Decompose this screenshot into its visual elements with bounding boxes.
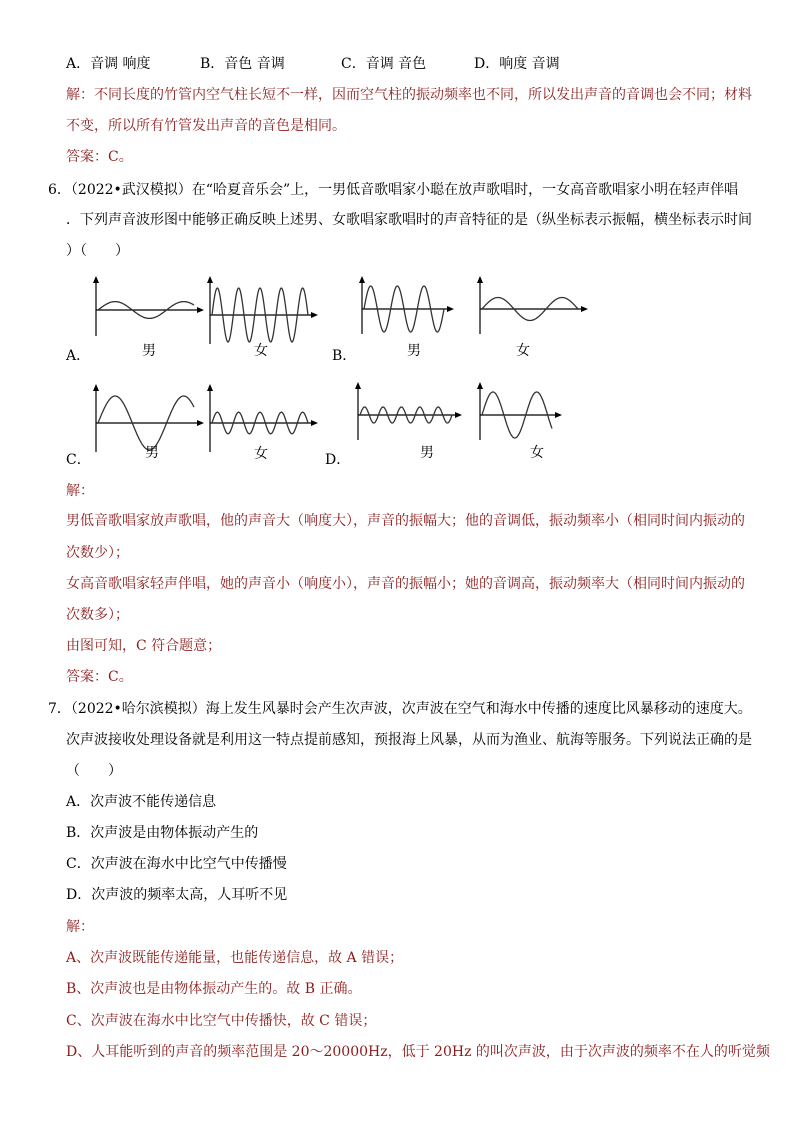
q6-solution-line: 次数多）； bbox=[66, 607, 129, 623]
y-axis-arrow bbox=[207, 276, 213, 283]
wave-label-male: 男 bbox=[142, 343, 156, 359]
y-axis-arrow bbox=[207, 384, 213, 391]
q6-solution-line: 由图可知，C 符合题意； bbox=[66, 638, 222, 654]
q6-answer: 答案：C。 bbox=[66, 669, 133, 685]
q5-solution-line: 解：不同长度的竹管内空气柱长短不一样，因而空气柱的振动频率也不同，所以发出声音的音调也会不同；材料 bbox=[66, 87, 752, 103]
q6-stem-line: 6．（2022•武汉模拟）在“哈夏音乐会”上，一男低音歌唱家小聪在放声歌唱时，一女高音歌唱家小明在轻声伴唱 bbox=[48, 182, 739, 198]
wave-graph-b-male bbox=[356, 272, 456, 334]
q5-option-b: B．音色 音调 bbox=[200, 56, 285, 72]
q7-stem-line: 7．（2022•哈尔滨模拟）海上发生风暴时会产生次声波，次声波在空气和海水中传播的速度比风暴移动的速度大。 bbox=[48, 701, 752, 717]
q7-solution-line: B、次声波也是由物体振动产生的。故 B 正确。 bbox=[66, 981, 362, 997]
q5-answer: 答案：C。 bbox=[66, 149, 133, 165]
x-axis-arrow bbox=[311, 312, 318, 318]
q6-solution-line: 次数少）； bbox=[66, 545, 129, 561]
y-axis-arrow bbox=[355, 382, 361, 389]
x-axis-arrow bbox=[581, 306, 588, 312]
q7-stem-line: （ ） bbox=[66, 763, 122, 779]
q6-solution-line: 男低音歌唱家放声歌唱，他的声音大（响度大），声音的振幅大；他的音调低，振动频率小（相同时间内振动的 bbox=[66, 513, 745, 529]
q6-stem-line: ．下列声音波形图中能够正确反映上述男、女歌唱家歌唱时的声音特征的是（纵坐标表示振幅，横坐标表示时间 bbox=[66, 212, 752, 228]
y-axis-arrow bbox=[93, 276, 99, 283]
q6-solution-line: 女高音歌唱家轻声伴唱，她的声音小（响度小），声音的振幅小；她的音调高，振动频率大（相同时间内振动的 bbox=[66, 576, 745, 592]
wave-label-female: 女 bbox=[254, 446, 268, 462]
q5-option-a: A．音调 响度 bbox=[66, 56, 151, 72]
wave-label-female: 女 bbox=[254, 343, 268, 359]
x-axis-arrow bbox=[311, 420, 318, 426]
wave-graph-a-female bbox=[204, 272, 320, 344]
wave-label-female: 女 bbox=[516, 343, 530, 359]
q7-option-a: A．次声波不能传递信息 bbox=[66, 794, 217, 810]
wave-graph-a-male bbox=[90, 272, 206, 336]
q6-option-a-letter: A． bbox=[66, 348, 91, 364]
x-axis-arrow bbox=[455, 412, 462, 418]
x-axis-arrow bbox=[555, 412, 562, 418]
wave-label-male: 男 bbox=[407, 343, 421, 359]
wave-graph-d-female bbox=[474, 378, 564, 440]
q5-solution-line: 不变，所以所有竹管发出声音的音色是相同。 bbox=[66, 118, 346, 134]
wave-graph-c-female bbox=[204, 380, 320, 452]
x-axis-arrow bbox=[197, 307, 204, 313]
q6-stem-line: ）（ ） bbox=[66, 243, 129, 259]
x-axis-arrow bbox=[447, 306, 454, 312]
wave-label-male: 男 bbox=[145, 445, 159, 461]
wave-graph-c-male bbox=[90, 380, 206, 452]
q6-option-c-letter: C． bbox=[66, 452, 91, 468]
q7-solution-line: C、次声波在海水中比空气中传播快，故 C 错误； bbox=[66, 1013, 377, 1029]
q6-option-d-letter: D． bbox=[325, 452, 351, 468]
q6-option-b-letter: B． bbox=[332, 348, 357, 364]
q7-option-c: C．次声波在海水中比空气中传播慢 bbox=[66, 856, 287, 872]
y-axis-arrow bbox=[359, 276, 365, 283]
wave-graph-d-male bbox=[352, 378, 464, 440]
q5-option-c: C．音调 音色 bbox=[341, 56, 427, 72]
q7-solution-title: 解： bbox=[66, 919, 94, 935]
y-axis-arrow bbox=[93, 384, 99, 391]
q6-solution-title: 解： bbox=[66, 483, 94, 499]
wave-graph-b-female bbox=[474, 272, 590, 334]
q7-stem-line: 次声波接收处理设备就是利用这一特点提前感知，预报海上风暴，从而为渔业、航海等服务。下列说法正确的是 bbox=[66, 732, 752, 748]
y-axis-arrow bbox=[477, 276, 483, 283]
q7-solution-line: D、人耳能听到的声音的频率范围是 20～20000Hz，低于 20Hz 的叫次声波，由于次声波的频率不在人的听觉频 bbox=[66, 1044, 770, 1060]
q5-option-d: D．响度 音调 bbox=[474, 56, 560, 72]
wave-label-female: 女 bbox=[530, 445, 544, 461]
wave-label-male: 男 bbox=[420, 445, 434, 461]
x-axis-arrow bbox=[197, 420, 204, 426]
y-axis-arrow bbox=[477, 382, 483, 389]
q7-solution-line: A、次声波既能传递能量，也能传递信息，故 A 错误； bbox=[66, 950, 404, 966]
q7-option-d: D．次声波的频率太高，人耳听不见 bbox=[66, 887, 288, 903]
q7-option-b: B．次声波是由物体振动产生的 bbox=[66, 825, 259, 841]
